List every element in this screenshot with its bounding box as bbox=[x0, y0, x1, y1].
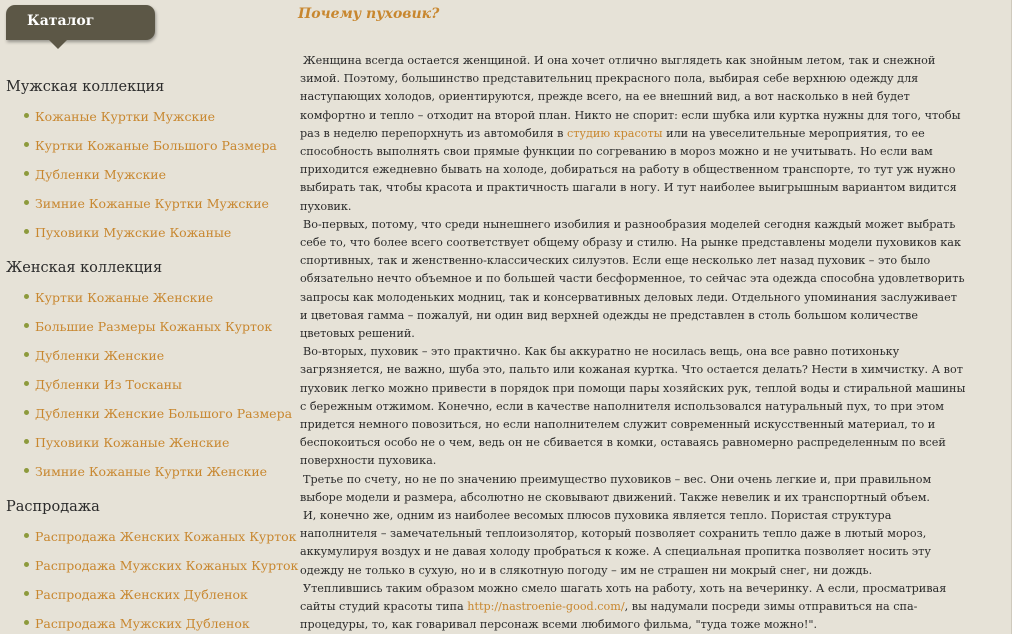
nav-item-men-1[interactable]: Кожаные Куртки Мужские bbox=[24, 109, 215, 124]
nav-item-women-1[interactable]: Куртки Кожаные Женские bbox=[24, 290, 213, 305]
bullet-icon bbox=[24, 171, 29, 176]
bullet-icon bbox=[24, 410, 29, 415]
bullet-icon bbox=[24, 620, 29, 625]
bullet-icon bbox=[24, 294, 29, 299]
nav-item-women-3[interactable]: Дубленки Женские bbox=[24, 348, 164, 363]
nav-item-sale-2[interactable]: Распродажа Мужских Кожаных Курток bbox=[24, 558, 298, 573]
bullet-icon bbox=[24, 562, 29, 567]
bullet-icon bbox=[24, 439, 29, 444]
nav-item-women-5[interactable]: Дубленки Женские Большого Размера bbox=[24, 406, 292, 421]
sidebar bbox=[0, 0, 299, 634]
nav-item-women-4[interactable]: Дубленки Из Тосканы bbox=[24, 377, 182, 392]
nav-item-sale-1[interactable]: Распродажа Женских Кожаных Курток bbox=[24, 529, 296, 544]
nav-item-women-2[interactable]: Большие Размеры Кожаных Курток bbox=[24, 319, 272, 334]
section-title-women: Женская коллекция bbox=[6, 260, 163, 276]
section-title-sale: Распродажа bbox=[6, 499, 100, 515]
bullet-icon bbox=[24, 591, 29, 596]
paragraph-1: Женщина всегда остается женщиной. И она хочет отлично выглядеть как знойным летом, так и снежной зимой. Поэтому, большинство представительниц прекрасного пола, выбирая себе верхнюю одежду для наступающих холодов, ориентируются, прежде всего, на ее внешний вид, а вот насколько в ней будет комфортно и тепло – отходит на второй план. Никто не спорит: если шубка или куртка нужны для того, чтобы раз в неделю перепорхнуть из автомобиля в студию красоты или на увеселительные мероприятия, то ее способность выполнять свои прямые функции по согреванию в мороз можно и не учитывать. Но если вам приходится ежедневно бывать на холоде, добираться на работу в общественном транспорте, то тут уж нужно выбирать так, чтобы красота и практичность шагали в ногу. И тут наиболее выигрышным вариантом видится пуховик. bbox=[300, 54, 961, 213]
nav-item-men-4[interactable]: Зимние Кожаные Куртки Мужские bbox=[24, 196, 269, 211]
nav-item-women-7[interactable]: Зимние Кожаные Куртки Женские bbox=[24, 464, 267, 479]
nav-item-men-3[interactable]: Дубленки Мужские bbox=[24, 167, 166, 182]
paragraph-4: Третье по счету, но не по значению преимущество пуховиков – вес. Они очень легкие и, при правильном выборе модели и размера, абсолютно не сковывают движений. Также невелик и их транспортный объем. bbox=[300, 472, 932, 504]
bullet-icon bbox=[24, 113, 29, 118]
bullet-icon bbox=[24, 352, 29, 357]
section-title-men: Мужская коллекция bbox=[6, 79, 165, 95]
bullet-icon bbox=[24, 323, 29, 328]
paragraph-3: Во-вторых, пуховик – это практично. Как бы аккуратно не носилась вещь, она все равно потихоньку загрязняется, не важно, шуба это, пальто или кожаная куртка. Что остается делать? Нести в химчистку. А вот пуховик легко можно привести в порядок при помощи пары хозяйских рук, теплой воды и стиральной машины с бережным отжимом. Конечно, если в качестве наполнителя использовался натуральный пух, то при этом придется немного повозиться, но если наполнителем служит современный искусственный материал, то и беспокоиться особо не о чем, ведь он не сбивается в комки, оставаясь равномерно распределенным по всей поверхности пуховика. bbox=[300, 345, 966, 468]
paragraph-2: Во-первых, потому, что среди нынешнего изобилия и разнообразия моделей сегодня каждый может выбрать себе то, что более всего соответствует общему образу и стилю. На рынке представлены модели пуховиков как спортивных, так и женственно-классических силуэтов. Если еще несколько лет назад пуховик – это было обязательно нечто объемное и по большей части бесформенное, то сейчас эта одежда способна удовлетворить запросы как молоденьких модниц, так и консервативных деловых леди. Отдельного упоминания заслуживает и цветовая гамма – пожалуй, ни один вид верхней одежды не представлен в столь большом количестве цветовых решений. bbox=[300, 217, 965, 341]
nav-item-sale-3[interactable]: Распродажа Женских Дубленок bbox=[24, 587, 248, 602]
nav-item-men-5[interactable]: Пуховики Мужские Кожаные bbox=[24, 225, 231, 240]
catalog-tab-label: Каталог bbox=[27, 13, 95, 29]
catalog-tab bbox=[6, 5, 155, 40]
paragraph-6: Утеплившись таким образом можно смело шагать хоть на работу, хоть на вечеринку. А если, просматривая сайты студий красоты типа http://nastroenie-good.com/, вы надумали посреди зимы отправиться на спа-процедуры, то, как говаривал персонаж всеми любимого фильма, "туда тоже можно!". bbox=[300, 581, 947, 632]
beauty-studio-link[interactable]: студию красоты bbox=[566, 126, 663, 140]
bullet-icon bbox=[24, 533, 29, 538]
article-body bbox=[300, 52, 966, 634]
bullet-icon bbox=[24, 468, 29, 473]
bullet-icon bbox=[24, 229, 29, 234]
article-title: Почему пуховик? bbox=[298, 6, 440, 22]
nastroenie-link[interactable]: http://nastroenie-good.com/ bbox=[467, 600, 625, 614]
bullet-icon bbox=[24, 381, 29, 386]
nav-item-men-2[interactable]: Куртки Кожаные Большого Размера bbox=[24, 138, 277, 153]
paragraph-5: И, конечно же, одним из наиболее весомых плюсов пуховика является тепло. Пористая структура наполнителя – замечательный теплоизолятор, который позволяет сохранить тепло даже в лютый мороз, аккумулируя воздух и не давая холоду пробраться к коже. А специальная пропитка позволяет носить эту одежду не только в сухую, но и в слякотную погоду – им не страшен ни мокрый снег, ни дождь. bbox=[300, 509, 931, 577]
nav-item-sale-4[interactable]: Распродажа Мужских Дубленок bbox=[24, 616, 250, 631]
bullet-icon bbox=[24, 142, 29, 147]
bullet-icon bbox=[24, 200, 29, 205]
nav-item-women-6[interactable]: Пуховики Кожаные Женские bbox=[24, 435, 229, 450]
